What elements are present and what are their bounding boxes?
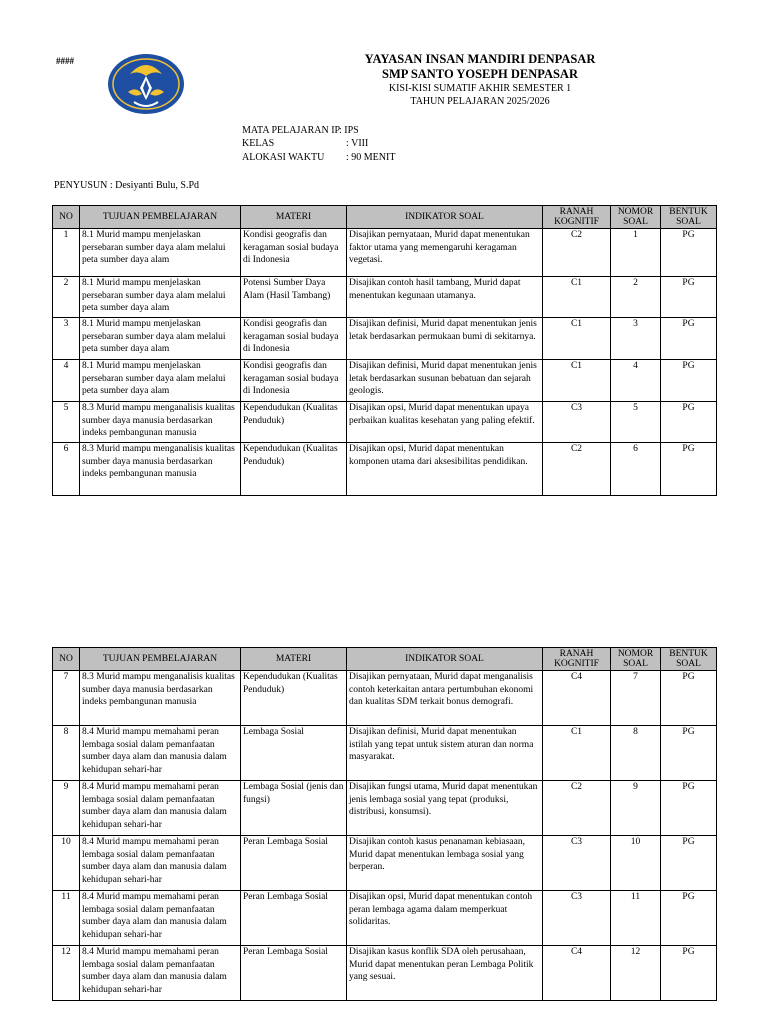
cell-no: 9 bbox=[53, 781, 80, 836]
subject-label: MATA PELAJARAN IP bbox=[242, 125, 341, 136]
cell-indikator: Disajikan pernyataan, Murid dapat menganalisis contoh keterkaitan antara pertumbuhan ekonomi dan kualitas SDM terkait bonus demografi. bbox=[347, 671, 543, 726]
cell-bentuk: PG bbox=[661, 318, 717, 360]
cell-ranah: C3 bbox=[543, 836, 611, 891]
col-bentuk: BENTUK SOAL bbox=[661, 648, 717, 671]
cell-no: 8 bbox=[53, 726, 80, 781]
cell-materi: Kependudukan (Kualitas Penduduk) bbox=[241, 671, 347, 726]
table-row bbox=[53, 443, 717, 496]
cell-no: 3 bbox=[53, 318, 80, 360]
cell-materi: Kondisi geografis dan keragaman sosial budaya di Indonesia bbox=[241, 318, 347, 360]
table-row bbox=[53, 836, 717, 891]
cell-ranah: C2 bbox=[543, 443, 611, 496]
cell-materi: Peran Lembaga Sosial bbox=[241, 946, 347, 1001]
col-nomor: NOMOR SOAL bbox=[611, 206, 661, 229]
col-materi: MATERI bbox=[241, 648, 347, 671]
cell-indikator: Disajikan definisi, Murid dapat menentukan jenis letak berdasarkan permukaan bumi di sekitarnya. bbox=[347, 318, 543, 360]
cell-materi: Peran Lembaga Sosial bbox=[241, 836, 347, 891]
col-bentuk: BENTUK SOAL bbox=[661, 206, 717, 229]
cell-bentuk: PG bbox=[661, 402, 717, 443]
cell-indikator: Disajikan opsi, Murid dapat menentukan upaya perbaikan kualitas kesehatan yang paling efektif. bbox=[347, 402, 543, 443]
table-row bbox=[53, 671, 717, 726]
cell-ranah: C2 bbox=[543, 781, 611, 836]
cell-bentuk: PG bbox=[661, 229, 717, 277]
table-row bbox=[53, 402, 717, 443]
cell-nomor: 2 bbox=[611, 277, 661, 318]
cell-nomor: 9 bbox=[611, 781, 661, 836]
cell-tujuan: 8.4 Murid mampu memahami peran lembaga sosial dalam pemanfaatan sumber daya alam dan manusia dalam kehidupan sehari-har bbox=[80, 781, 241, 836]
cell-no: 5 bbox=[53, 402, 80, 443]
cell-ranah: C4 bbox=[543, 671, 611, 726]
cell-nomor: 1 bbox=[611, 229, 661, 277]
cell-no: 11 bbox=[53, 891, 80, 946]
cell-ranah: C1 bbox=[543, 318, 611, 360]
cell-ranah: C1 bbox=[543, 277, 611, 318]
cell-tujuan: 8.4 Murid mampu memahami peran lembaga sosial dalam pemanfaatan sumber daya alam dan manusia dalam kehidupan sehari-har bbox=[80, 946, 241, 1001]
subject-value: : IPS bbox=[339, 125, 359, 136]
cell-tujuan: 8.3 Murid mampu menganalisis kualitas sumber daya manusia berdasarkan indeks pembangunan manusia bbox=[80, 402, 241, 443]
col-tujuan: TUJUAN PEMBELAJARAN bbox=[80, 648, 241, 671]
class-label: KELAS bbox=[242, 138, 275, 149]
cell-materi: Kondisi geografis dan keragaman sosial budaya di Indonesia bbox=[241, 229, 347, 277]
table-row bbox=[53, 277, 717, 318]
table-row bbox=[53, 229, 717, 277]
school-emblem-icon bbox=[106, 52, 186, 116]
table-row bbox=[53, 318, 717, 360]
kisi-table-1 bbox=[52, 205, 717, 496]
cell-tujuan: 8.1 Murid mampu menjelaskan persebaran sumber daya alam melalui peta sumber daya alam bbox=[80, 318, 241, 360]
cell-ranah: C3 bbox=[543, 891, 611, 946]
cell-bentuk: PG bbox=[661, 836, 717, 891]
cell-ranah: C1 bbox=[543, 726, 611, 781]
cell-nomor: 4 bbox=[611, 360, 661, 402]
col-indikator: INDIKATOR SOAL bbox=[347, 206, 543, 229]
cell-nomor: 11 bbox=[611, 891, 661, 946]
cell-tujuan: 8.1 Murid mampu menjelaskan persebaran sumber daya alam melalui peta sumber daya alam bbox=[80, 229, 241, 277]
document-title: KISI-KISI SUMATIF AKHIR SEMESTER 1 bbox=[388, 83, 572, 94]
cell-tujuan: 8.4 Murid mampu memahami peran lembaga sosial dalam pemanfaatan sumber daya alam dan manusia dalam kehidupan sehari-har bbox=[80, 836, 241, 891]
cell-bentuk: PG bbox=[661, 360, 717, 402]
cell-bentuk: PG bbox=[661, 443, 717, 496]
cell-ranah: C1 bbox=[543, 360, 611, 402]
cell-indikator: Disajikan opsi, Murid dapat menentukan komponen utama dari aksesibilitas pendidikan. bbox=[347, 443, 543, 496]
col-materi: MATERI bbox=[241, 206, 347, 229]
cell-bentuk: PG bbox=[661, 891, 717, 946]
cell-ranah: C3 bbox=[543, 402, 611, 443]
cell-nomor: 7 bbox=[611, 671, 661, 726]
table-row bbox=[53, 946, 717, 1001]
col-no: NO bbox=[53, 206, 80, 229]
col-ranah: RANAH KOGNITIF bbox=[543, 206, 611, 229]
cell-tujuan: 8.4 Murid mampu memahami peran lembaga sosial dalam pemanfaatan sumber daya alam dan manusia dalam kehidupan sehari-har bbox=[80, 891, 241, 946]
cell-no: 7 bbox=[53, 671, 80, 726]
cell-indikator: Disajikan contoh kasus penanaman kebiasaan, Murid dapat menentukan lembaga sosial yang berperan. bbox=[347, 836, 543, 891]
cell-materi: Potensi Sumber Daya Alam (Hasil Tambang) bbox=[241, 277, 347, 318]
cell-materi: Lembaga Sosial bbox=[241, 726, 347, 781]
cell-bentuk: PG bbox=[661, 946, 717, 1001]
cell-materi: Peran Lembaga Sosial bbox=[241, 891, 347, 946]
table-row bbox=[53, 891, 717, 946]
col-nomor: NOMOR SOAL bbox=[611, 648, 661, 671]
author-line: PENYUSUN : Desiyanti Bulu, S.Pd bbox=[54, 180, 200, 191]
time-label: ALOKASI WAKTU bbox=[242, 152, 325, 163]
col-tujuan: TUJUAN PEMBELAJARAN bbox=[80, 206, 241, 229]
cell-tujuan: 8.1 Murid mampu menjelaskan persebaran sumber daya alam melalui peta sumber daya alam bbox=[80, 360, 241, 402]
cell-nomor: 5 bbox=[611, 402, 661, 443]
cell-nomor: 6 bbox=[611, 443, 661, 496]
cell-tujuan: 8.1 Murid mampu menjelaskan persebaran sumber daya alam melalui peta sumber daya alam bbox=[80, 277, 241, 318]
cell-tujuan: 8.4 Murid mampu memahami peran lembaga sosial dalam pemanfaatan sumber daya alam dan manusia dalam kehidupan sehari-har bbox=[80, 726, 241, 781]
cell-indikator: Disajikan contoh hasil tambang, Murid dapat menentukan kegunaan utamanya. bbox=[347, 277, 543, 318]
cell-indikator: Disajikan opsi, Murid dapat menentukan contoh peran lembaga agama dalam memperkuat solidaritas. bbox=[347, 891, 543, 946]
cell-materi: Kependudukan (Kualitas Penduduk) bbox=[241, 443, 347, 496]
time-value: : 90 MENIT bbox=[346, 152, 396, 163]
class-value: : VIII bbox=[346, 138, 369, 149]
cell-no: 10 bbox=[53, 836, 80, 891]
cell-indikator: Disajikan pernyataan, Murid dapat menentukan faktor utama yang memengaruhi keragaman vegetasi. bbox=[347, 229, 543, 277]
cell-nomor: 3 bbox=[611, 318, 661, 360]
col-no: NO bbox=[53, 648, 80, 671]
cell-bentuk: PG bbox=[661, 726, 717, 781]
cell-bentuk: PG bbox=[661, 781, 717, 836]
table-row bbox=[53, 360, 717, 402]
cell-ranah: C2 bbox=[543, 229, 611, 277]
school-name: SMP SANTO YOSEPH DENPASAR bbox=[382, 67, 578, 81]
cell-tujuan: 8.3 Murid mampu menganalisis kualitas sumber daya manusia berdasarkan indeks pembangunan manusia bbox=[80, 671, 241, 726]
cell-indikator: Disajikan kasus konflik SDA oleh perusahaan, Murid dapat menentukan peran Lembaga Politik yang sesuai. bbox=[347, 946, 543, 1001]
cell-no: 6 bbox=[53, 443, 80, 496]
cell-indikator: Disajikan fungsi utama, Murid dapat menentukan jenis lembaga sosial yang tepat (produksi, distribusi, konsumsi). bbox=[347, 781, 543, 836]
cell-no: 4 bbox=[53, 360, 80, 402]
cell-materi: Kependudukan (Kualitas Penduduk) bbox=[241, 402, 347, 443]
cell-bentuk: PG bbox=[661, 671, 717, 726]
cell-nomor: 12 bbox=[611, 946, 661, 1001]
cell-materi: Kondisi geografis dan keragaman sosial budaya di Indonesia bbox=[241, 360, 347, 402]
cell-bentuk: PG bbox=[661, 277, 717, 318]
foundation-name: YAYASAN INSAN MANDIRI DENPASAR bbox=[364, 52, 596, 66]
cell-indikator: Disajikan definisi, Murid dapat menentukan istilah yang tepat untuk sistem aturan dan norma masyarakat. bbox=[347, 726, 543, 781]
cell-nomor: 10 bbox=[611, 836, 661, 891]
cell-ranah: C4 bbox=[543, 946, 611, 1001]
table-row bbox=[53, 726, 717, 781]
cell-tujuan: 8.3 Murid mampu menganalisis kualitas sumber daya manusia berdasarkan indeks pembangunan manusia bbox=[80, 443, 241, 496]
cell-materi: Lembaga Sosial (jenis dan fungsi) bbox=[241, 781, 347, 836]
table-row bbox=[53, 781, 717, 836]
table-header-row bbox=[53, 206, 717, 229]
table-header-row bbox=[53, 648, 717, 671]
cell-nomor: 8 bbox=[611, 726, 661, 781]
cell-indikator: Disajikan definisi, Murid dapat menentukan jenis letak berdasarkan susunan bebatuan dan sejarah geologis. bbox=[347, 360, 543, 402]
academic-year: TAHUN PELAJARAN 2025/2026 bbox=[410, 96, 550, 107]
cell-no: 2 bbox=[53, 277, 80, 318]
corner-marker: #### bbox=[56, 56, 74, 66]
cell-no: 1 bbox=[53, 229, 80, 277]
col-ranah: RANAH KOGNITIF bbox=[543, 648, 611, 671]
cell-no: 12 bbox=[53, 946, 80, 1001]
col-indikator: INDIKATOR SOAL bbox=[347, 648, 543, 671]
kisi-table-2 bbox=[52, 647, 717, 1001]
